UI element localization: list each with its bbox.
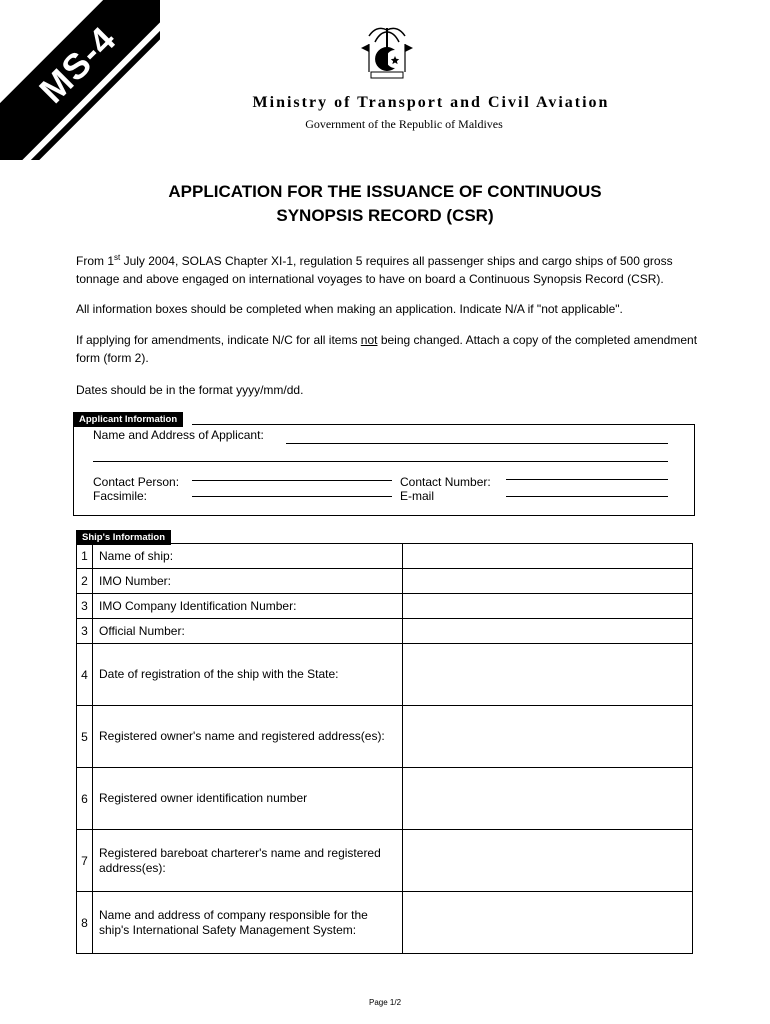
contact-number-label: Contact Number: [400,475,491,489]
row-label: IMO Number: [93,569,403,594]
maldives-emblem-icon [355,22,419,86]
bareboat-charterer-field[interactable] [403,830,693,892]
email-label: E-mail [400,489,435,503]
ism-company-field[interactable] [403,892,693,954]
row-number: 4 [77,644,93,706]
row-number: 3 [77,594,93,619]
row-label: Official Number: [93,619,403,644]
row-number: 3 [77,619,93,644]
table-row [77,706,693,768]
intro-paragraph-4: Dates should be in the format yyyy/mm/dd. [76,383,304,397]
imo-number-field[interactable] [403,569,693,594]
ship-info-table [76,543,693,954]
name-address-label: Name and Address of Applicant: [93,428,264,442]
intro-paragraph-2: All information boxes should be completed when making an application. Indicate N/A if "not applicable". [76,302,623,316]
row-number: 1 [77,544,93,569]
row-label: Registered owner's name and registered address(es): [93,706,403,768]
address-line-2-field[interactable] [93,461,668,462]
contact-number-field[interactable] [506,479,668,480]
row-number: 5 [77,706,93,768]
intro-paragraph-3 [76,331,716,367]
registration-date-field[interactable] [403,644,693,706]
table-row [77,892,693,954]
page-number: Page 1/2 [368,998,402,1007]
table-row [77,644,693,706]
table-row [77,830,693,892]
contact-person-field[interactable] [192,480,392,481]
name-address-field[interactable] [286,443,668,444]
row-number: 8 [77,892,93,954]
email-field[interactable] [506,496,668,497]
table-row [77,569,693,594]
table-row [77,544,693,569]
row-label: IMO Company Identification Number: [93,594,403,619]
row-label: Registered owner identification number [93,768,403,830]
facsimile-field[interactable] [192,496,392,497]
row-number: 7 [77,830,93,892]
owner-address-field[interactable] [403,706,693,768]
amend-text-cont: being changed. Attach a copy of the completed amendment form (form 2). [76,333,698,365]
form-title-line1: APPLICATION FOR THE ISSUANCE OF CONTINUOUS [168,182,602,201]
corner-banner [0,0,160,160]
ship-section-label: Ship's Information [76,530,171,545]
table-row [77,768,693,830]
table-row [77,619,693,644]
applicant-section-label: Applicant Information [73,412,183,427]
row-number: 2 [77,569,93,594]
official-number-field[interactable] [403,619,693,644]
ship-name-field[interactable] [403,544,693,569]
facsimile-label: Facsimile: [93,489,148,503]
form-code-badge: MS-4 [31,18,124,111]
amend-text: If applying for amendments, indicate N/C for all items [76,333,361,347]
owner-id-field[interactable] [403,768,693,830]
intro-paragraph-1 [76,252,716,288]
imo-company-id-field[interactable] [403,594,693,619]
row-label: Registered bareboat charterer's name and registered address(es): [93,830,403,892]
intro-text-cont: July 2004, SOLAS Chapter XI-1, regulation 5 requires all passenger ships and cargo ships of 500 gross tonnage and above engaged on international voyages to have on board a Continuous Synopsis Record (CSR). [76,254,673,286]
form-title-line2: SYNOPSIS RECORD (CSR) [276,206,494,225]
ministry-name: Ministry of Transport and Civil Aviation [252,94,610,111]
intro-sup: st [114,253,121,262]
row-label: Date of registration of the ship with the State: [93,644,403,706]
amend-underlined: not [360,333,378,347]
row-number: 6 [77,768,93,830]
table-row [77,594,693,619]
contact-person-label: Contact Person: [93,475,180,489]
intro-text: From 1 [76,254,115,268]
government-name: Government of the Republic of Maldives [305,117,503,131]
row-label: Name and address of company responsible for the ship's International Safety Management System: [93,892,403,954]
row-label: Name of ship: [93,544,403,569]
form-title [0,180,770,228]
